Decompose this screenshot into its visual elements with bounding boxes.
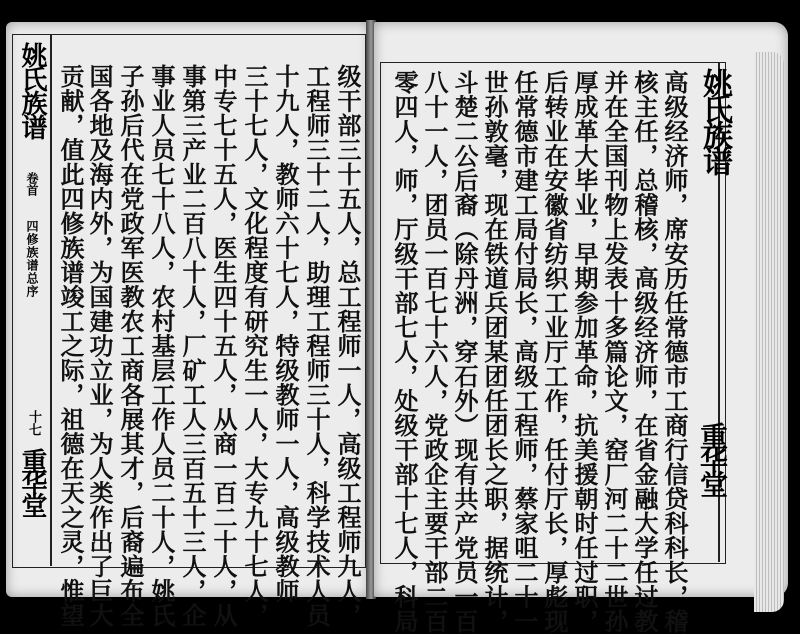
text-column: 事第三产业二百八十人，厂矿工人三百五十三人，企 [178, 64, 207, 628]
page-number: 十七 [26, 410, 41, 436]
text-column: 世孙敦毫，现在铁道兵团某团任团长之职，据统计， [480, 70, 509, 634]
section-label: 四修族谱总序 [25, 220, 39, 298]
text-column: 厚成革大毕业，早期参加革命，抗美援朝时任过职， [570, 70, 599, 634]
text-column: 事业人员七十八人，农村基层工作人员二十人，姚氏 [147, 64, 176, 628]
text-column: 三十七人，文化程度有研究生一人，大专九十七人， [240, 64, 269, 628]
text-column: 国各地及海内外，为国建功立业，为人类作出了巨大 [85, 64, 114, 628]
text-column: 中专七十五人，医生四十五人，从商一百二十人，从 [209, 64, 238, 628]
text-column: 八十一人，团员一百七十六人，党政企主要干部二百 [420, 70, 449, 634]
text-column: 后转业在安徽省纺织工业厅工作，任付厅长，厚彪现 [540, 70, 569, 634]
text-column: 核主任，总稽核，高级经济师，在省金融大学任过教 [630, 70, 659, 634]
text-column: 十九人，教师六十七人，特级教师一人，高级教师 [271, 64, 300, 603]
page-edge [754, 52, 784, 612]
text-column: 工程师三十二人，助理工程师三十人，科学技术人员 [302, 64, 331, 628]
publisher-mark: 重华堂 [696, 422, 729, 494]
text-column: 级干部三十五人，总工程师一人，高级工程师九人， [333, 64, 362, 628]
volume-label: 卷首 [25, 172, 39, 196]
publisher-mark: 重华堂 [17, 448, 47, 514]
text-column: 高级经济师，席安历任常德市工商行信贷科科长，稽 [660, 70, 689, 634]
text-column: 零四人，师，厅级干部七人，处级干部十七人，科局 [390, 70, 419, 634]
text-column: 子孙后代在党政军医教农工商各展其才，后裔遍布全 [116, 64, 145, 628]
text-column: 贡献，值此四修族谱竣工之际，祖德在天之灵，惟望 [56, 64, 85, 628]
left-page [6, 22, 370, 628]
text-column: 并在全国刊物上发表十多篇论文，窑厂河二十二世孙 [600, 70, 629, 634]
book-title: 姚氏族谱 [697, 68, 732, 172]
book-title: 姚氏族谱 [17, 42, 47, 138]
text-column: 任常德市建工局付局长，高级工程师，蔡家咀二十一 [510, 70, 539, 634]
text-column: 斗楚二公后裔（除丹洲，穿石外）现有共产党员一百 [450, 70, 479, 634]
right-page [374, 22, 788, 634]
